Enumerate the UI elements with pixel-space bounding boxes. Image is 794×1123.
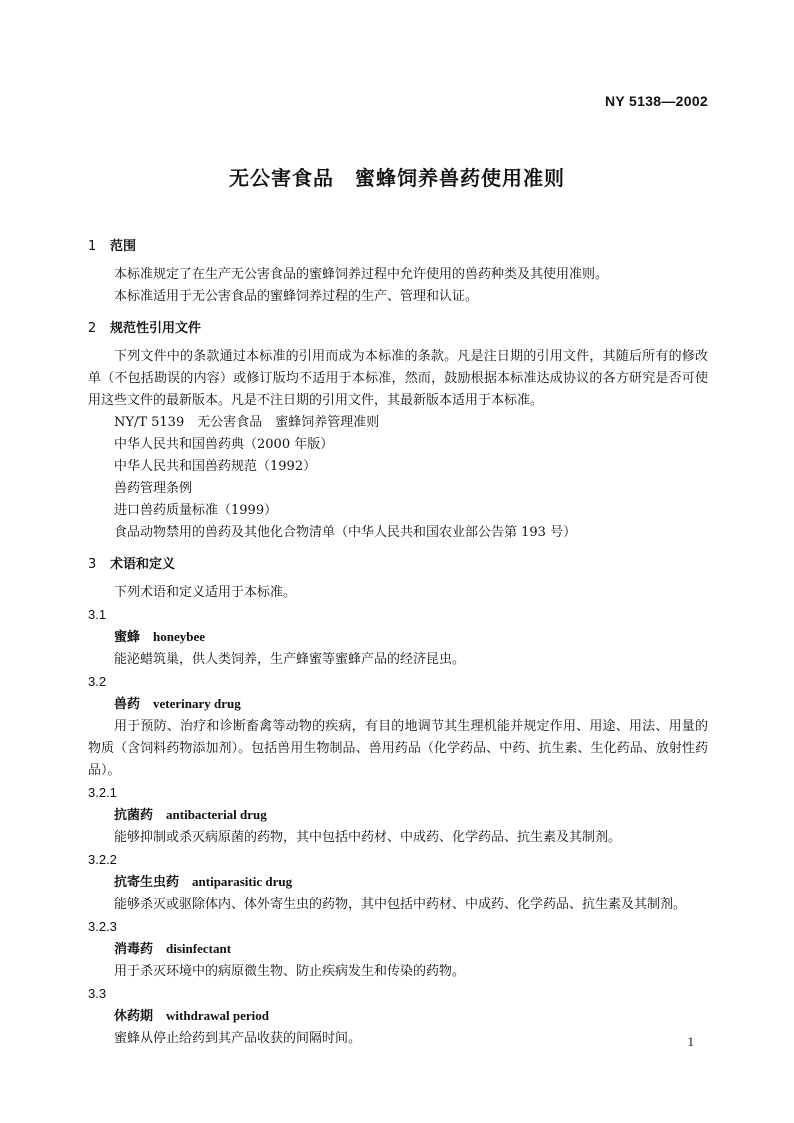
reference-item: 中华人民共和国兽药规范（1992） (114, 459, 317, 474)
term-definition: 用于杀灭环境中的病原微生物、防止疾病发生和传染的药物。 (114, 964, 466, 979)
term-cn: 休药期 (114, 1009, 154, 1024)
term-heading (88, 1005, 708, 1028)
term-heading (88, 871, 708, 894)
term-number: 3.1 (88, 607, 107, 622)
reference-item: 兽药管理条例 (114, 481, 193, 496)
reference-item: 进口兽药质量标准（1999） (114, 503, 278, 518)
section-number: 2 (88, 321, 97, 336)
term-definition: 能够杀灭或驱除体内、体外寄生虫的药物，其中包括中药材、中成药、化学药品、抗生素及其制剂。 (114, 897, 687, 912)
term-cn: 蜜蜂 (114, 630, 141, 645)
term-cn: 抗寄生虫药 (114, 875, 180, 890)
reference-item: 食品动物禁用的兽药及其他化合物清单（中华人民共和国农业部公告第 193 号） (114, 525, 577, 540)
section-number: 3 (88, 557, 97, 572)
term-definition: 用于预防、治疗和诊断畜禽等动物的疾病，有目的地调节其生理机能并规定作用、用途、用法、用量的物质（含饲料药物添加剂）。包括兽用生物制品、兽用药品（化学药品、中药、抗生素、生化药品、放射性药品）。 (88, 719, 708, 778)
section-heading-normative-references (88, 318, 708, 340)
reference-item: NY/T 5139 无公害食品 蜜蜂饲养管理准则 (114, 415, 380, 430)
section-title: 范围 (110, 239, 137, 254)
paragraph: 本标准适用于无公害食品的蜜蜂饲养过程的生产、管理和认证。 (114, 289, 479, 304)
term-en: antiparasitic drug (192, 874, 293, 889)
document-title: 无公害食品 蜜蜂饲养兽药使用准则 (229, 166, 565, 190)
term-en: disinfectant (166, 941, 232, 956)
term-number: 3.2.3 (88, 919, 117, 934)
term-en: honeybee (153, 629, 206, 644)
page-number: 1 (687, 1034, 694, 1049)
term-en: antibacterial drug (166, 807, 267, 822)
paragraph: 本标准规定了在生产无公害食品的蜜蜂饲养过程中允许使用的兽药种类及其使用准则。 (114, 267, 609, 282)
section-title: 规范性引用文件 (110, 321, 202, 336)
term-number: 3.2 (88, 674, 107, 689)
term-en: withdrawal period (166, 1008, 269, 1023)
term-number: 3.2.2 (88, 852, 117, 867)
section-heading-terms-definitions (88, 554, 708, 576)
term-heading (88, 626, 708, 649)
term-heading (88, 693, 708, 716)
paragraph: 下列术语和定义适用于本标准。 (114, 585, 297, 600)
term-heading (88, 804, 708, 827)
section-title: 术语和定义 (110, 557, 176, 572)
document-body (88, 236, 708, 1050)
term-definition: 能够抑制或杀灭病原菌的药物，其中包括中药材、中成药、化学药品、抗生素及其制剂。 (114, 830, 622, 845)
term-number: 3.3 (88, 986, 107, 1001)
term-cn: 兽药 (114, 697, 141, 712)
document-code: NY 5138—2002 (605, 93, 708, 109)
term-heading (88, 938, 708, 961)
term-definition: 蜜蜂从停止给药到其产品收获的间隔时间。 (114, 1031, 362, 1046)
term-cn: 抗菌药 (114, 808, 154, 823)
section-number: 1 (88, 239, 97, 254)
term-cn: 消毒药 (114, 942, 154, 957)
reference-item: 中华人民共和国兽药典（2000 年版） (114, 437, 334, 452)
paragraph: 下列文件中的条款通过本标准的引用而成为本标准的条款。凡是注日期的引用文件，其随后所有的修改单（不包括勘误的内容）或修订版均不适用于本标准，然而，鼓励根据本标准达成协议的各方研究是否可使用这些文件的最新版本。凡是不注日期的引用文件，其最新版本适用于本标准。 (88, 349, 708, 408)
section-heading-scope (88, 236, 708, 258)
term-number: 3.2.1 (88, 785, 117, 800)
term-definition: 能泌蜡筑巢，供人类饲养，生产蜂蜜等蜜蜂产品的经济昆虫。 (114, 652, 466, 667)
term-en: veterinary drug (153, 696, 241, 711)
